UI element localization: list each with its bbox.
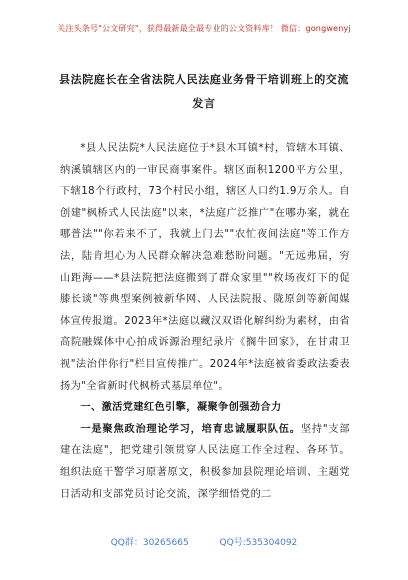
section-heading: 一、激活党建红色引擎，凝聚争创强劲合力: [80, 402, 282, 414]
footer-contact: [0, 535, 408, 548]
footer-qq-group: QQ群：30265665: [110, 538, 189, 548]
footer-qq-number: QQ号:535304092: [219, 538, 298, 548]
subsection-lead: 一是聚焦政治理论学习，培育忠诚履职队伍。: [80, 423, 301, 435]
title-line-2: 发言: [192, 97, 216, 110]
subsection-paragraph: [60, 419, 350, 505]
header-banner: 关注头条号"公文研究"，获得最新最全最专业的公文资料库！ 微信：gongwenyj: [57, 24, 351, 33]
intro-paragraph: *县人民法院*人民法庭位于*县木耳镇*村，管辖木耳镇、纳溪镇辖区内的一审民商事案件。辖区面积1200平方公里，下辖18个行政村，73个村民小组，辖区人口约1.9万余人。自创建"枫桥式人民法庭"以来，*法庭广泛推广"在哪办案，就在哪普法""你若来不了，我就上门去""农忙夜间法庭"等工作方法，陆肯坦心为人民群众解决急难愁盼问题。"无远弗届，穷山距海——*县法院把法庭搬到了群众家里""枚场夜灯下的促膝长谈"等典型案例被新华网、人民法院报、陇原剑等新闻媒体宣传报道。2023年*法庭以藏汉双语化解纠纷为素材，由省高院融媒体中心拍成诉源治理纪录片《搁牛回家》，在甘肃卫视"法治伴你行"栏目宣传推广。2024年*法庭被省委政法委表扬为"全省新时代枫桥式基层单位"。: [60, 143, 350, 392]
subsection-body: 坚持"支部建在法庭"，把党建引领贯穿人民法庭工作全过程、各环节。组织法庭干警学习原著原文，积极参加县院理论培训、主题党日活动和支部党员讨论交流，深学细悟党的二: [60, 423, 351, 500]
title-line-1: 县法院庭长在全省法院人民法庭业务骨干培训班上的交流: [59, 73, 349, 86]
document-title: [0, 68, 408, 116]
document-body: [60, 138, 350, 505]
